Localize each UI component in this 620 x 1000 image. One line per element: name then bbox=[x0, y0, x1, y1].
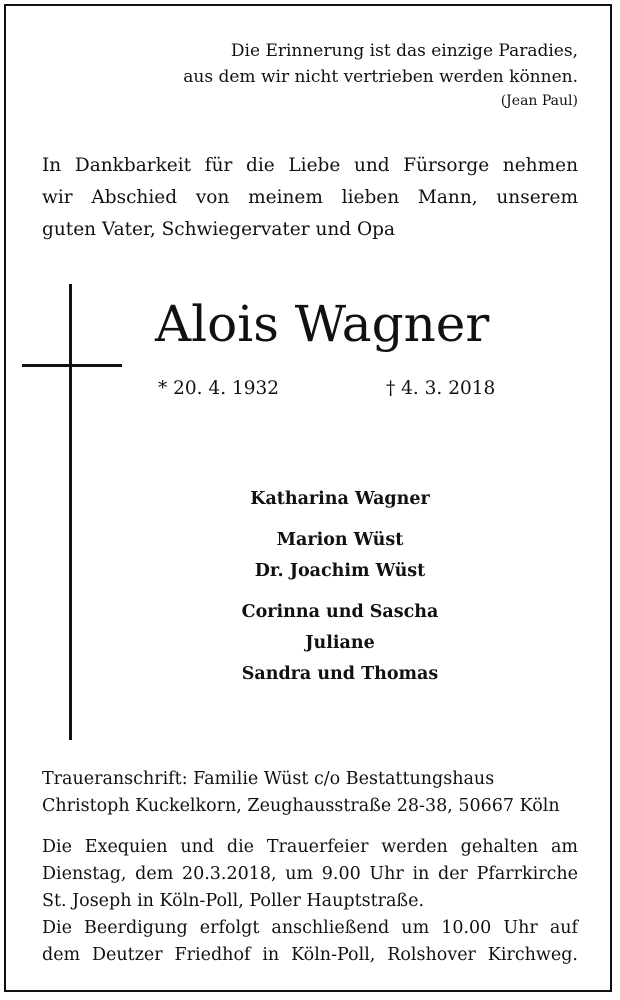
family-signatures bbox=[130, 484, 550, 690]
intro-line-2: wir Abschied von meinem lieben Mann, unserem bbox=[42, 187, 578, 208]
family-member: Juliane bbox=[305, 633, 375, 653]
service-line-3: St. Joseph in Köln-Poll, Poller Hauptstraße. bbox=[42, 891, 425, 911]
service-line-5: dem Deutzer Friedhof in Köln-Poll, Rolshover Kirchweg. bbox=[42, 945, 578, 965]
family-member: Sandra und Thomas bbox=[241, 664, 439, 684]
quote-line-1: Die Erinnerung ist das einzige Paradies, bbox=[230, 41, 578, 61]
death-date: † 4. 3. 2018 bbox=[386, 378, 496, 399]
birth-date: * 20. 4. 1932 bbox=[158, 378, 280, 399]
service-line-2: Dienstag, dem 20.3.2018, um 9.00 Uhr in der Pfarrkirche bbox=[42, 864, 578, 884]
family-member: Katharina Wagner bbox=[250, 489, 430, 509]
intro-line-3: guten Vater, Schwiegervater und Opa bbox=[42, 219, 396, 240]
quote-line-2: aus dem wir nicht vertrieben werden können. bbox=[183, 67, 578, 87]
life-dates bbox=[158, 376, 518, 402]
epigraph-quote bbox=[108, 38, 578, 112]
mourning-address bbox=[42, 766, 578, 820]
family-member: Corinna und Sascha bbox=[241, 602, 439, 622]
family-member: Marion Wüst bbox=[276, 530, 404, 550]
family-member: Dr. Joachim Wüst bbox=[254, 561, 426, 581]
service-line-1: Die Exequien und die Trauerfeier werden gehalten am bbox=[42, 837, 578, 857]
address-line-2: Christoph Kuckelkorn, Zeughausstraße 28-38, 50667 Köln bbox=[42, 796, 560, 816]
service-line-4: Die Beerdigung erfolgt anschließend um 10.00 Uhr auf bbox=[42, 918, 578, 938]
intro-paragraph bbox=[42, 150, 578, 246]
cross-icon-horizontal bbox=[22, 364, 122, 367]
service-details bbox=[42, 834, 578, 969]
intro-line-1: In Dankbarkeit für die Liebe und Fürsorge nehmen bbox=[42, 155, 578, 176]
deceased-name: Alois Wagner bbox=[155, 295, 490, 353]
quote-author: (Jean Paul) bbox=[500, 93, 578, 109]
cross-icon-vertical bbox=[69, 284, 72, 740]
address-line-1: Traueranschrift: Familie Wüst c/o Bestattungshaus bbox=[42, 769, 495, 789]
